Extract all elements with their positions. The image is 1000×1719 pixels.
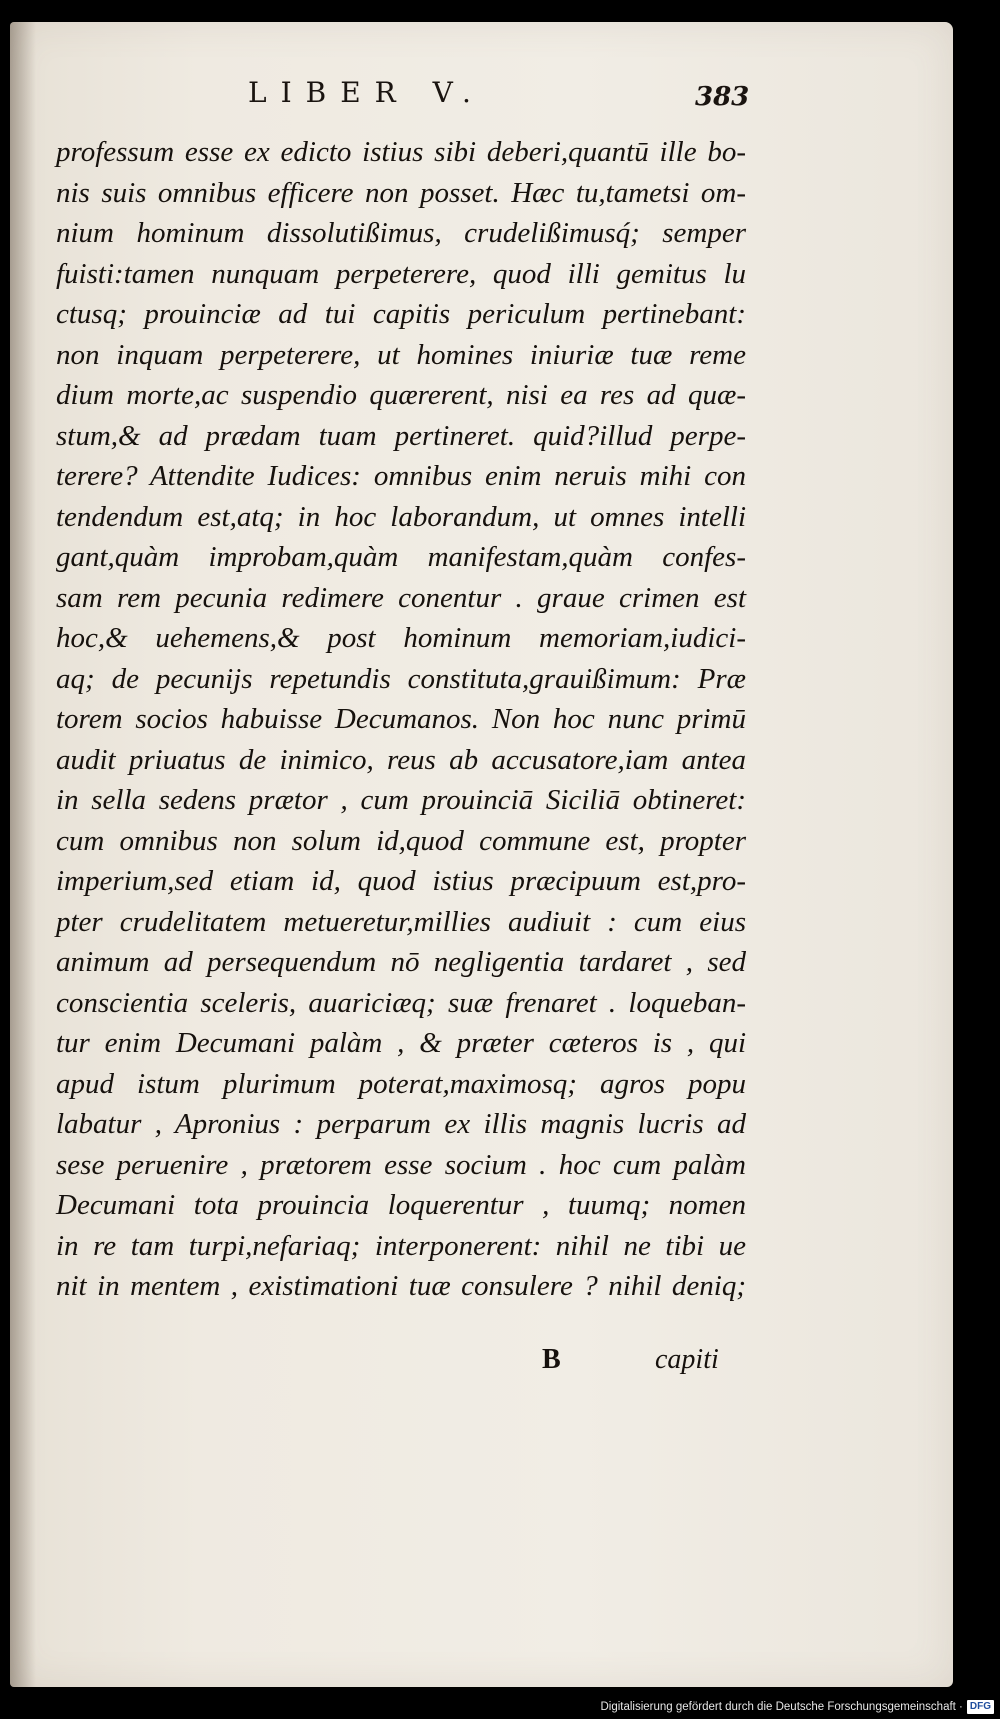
text-line: in re tam turpi,nefariaq; interponerent: nihil ne tibi ue [56, 1229, 746, 1262]
page-number: 383 [695, 82, 750, 112]
text-line: fuisti:tamen nunquam perpeterere, quod illi gemitus lu [56, 257, 746, 290]
text-line: tendendum est,atq; in hoc laborandum, ut omnes intelli [56, 500, 746, 533]
text-line: professum esse ex edicto istius sibi deberi,quantū ille bo- [56, 136, 746, 168]
catchword: capiti [655, 1344, 719, 1375]
text-line: non inquam perpeterere, ut homines iniuriæ tuæ reme [56, 338, 746, 371]
digitization-credit [600, 1698, 994, 1716]
credit-text: Digitalisierung gefördert durch die Deutsche Forschungsgemeinschaft · [600, 1701, 963, 1713]
page-footer [0, 1344, 1000, 1384]
text-line: nium hominum dissolutißimus, crudelißimusq́; semper [56, 217, 746, 249]
text-line: aq; de pecunijs repetundis constituta,grauißimum: Præ [56, 662, 746, 695]
text-line: conscientia sceleris, auariciæq; suæ frenaret . loqueban- [56, 986, 746, 1019]
text-line: stum,& ad prædam tuam pertineret. quid?illud perpe- [56, 419, 746, 452]
text-line: gant,quàm improbam,quàm manifestam,quàm confes- [56, 541, 746, 573]
text-line: apud istum plurimum poterat,maximosq; agros popu [56, 1067, 746, 1100]
text-line: hoc,& uehemens,& post hominum memoriam,iudici- [56, 622, 746, 654]
running-head: LIBER V. [248, 76, 485, 109]
text-line: terere? Attendite Iudices: omnibus enim neruis mihi con [56, 460, 746, 492]
text-line: imperium,sed etiam id, quod istius præcipuum est,pro- [56, 865, 746, 897]
text-line: cum omnibus non solum id,quod commune est, propter [56, 824, 746, 857]
page-header [0, 76, 1000, 116]
text-line: ctusq; prouinciæ ad tui capitis periculum pertinebant: [56, 298, 746, 330]
spine-shadow [10, 22, 36, 1687]
text-line: torem socios habuisse Decumanos. Non hoc nunc primū [56, 703, 746, 735]
text-line: dium morte,ac suspendio quærerent, nisi ea res ad quæ- [56, 379, 746, 411]
text-line: tur enim Decumani palàm , & præter cæteros is , qui [56, 1027, 746, 1059]
body-text [56, 132, 746, 1307]
text-line: nis suis omnibus efficere non posset. Hæc tu,tametsi om- [56, 176, 746, 209]
text-line: audit priuatus de inimico, reus ab accusatore,iam antea [56, 743, 746, 776]
text-line: pter crudelitatem metueretur,millies audiuit : cum eius [56, 905, 746, 938]
text-line: labatur , Apronius : perparum ex illis magnis lucris ad [56, 1108, 746, 1140]
text-line: animum ad persequendum nō negligentia tardaret , sed [56, 946, 746, 978]
dfg-logo: DFG [967, 1700, 994, 1714]
signature-mark: B [542, 1344, 561, 1375]
text-line: sam rem pecunia redimere conentur . graue crimen est [56, 581, 746, 614]
text-line: Decumani tota prouincia loquerentur , tuumq; nomen [56, 1189, 746, 1221]
text-line: nit in mentem , existimationi tuæ consulere ? nihil deniq; [56, 1270, 746, 1302]
text-line: in sella sedens prætor , cum prouinciā Siciliā obtineret: [56, 784, 746, 816]
text-line: sese peruenire , prætorem esse socium . hoc cum palàm [56, 1148, 746, 1181]
